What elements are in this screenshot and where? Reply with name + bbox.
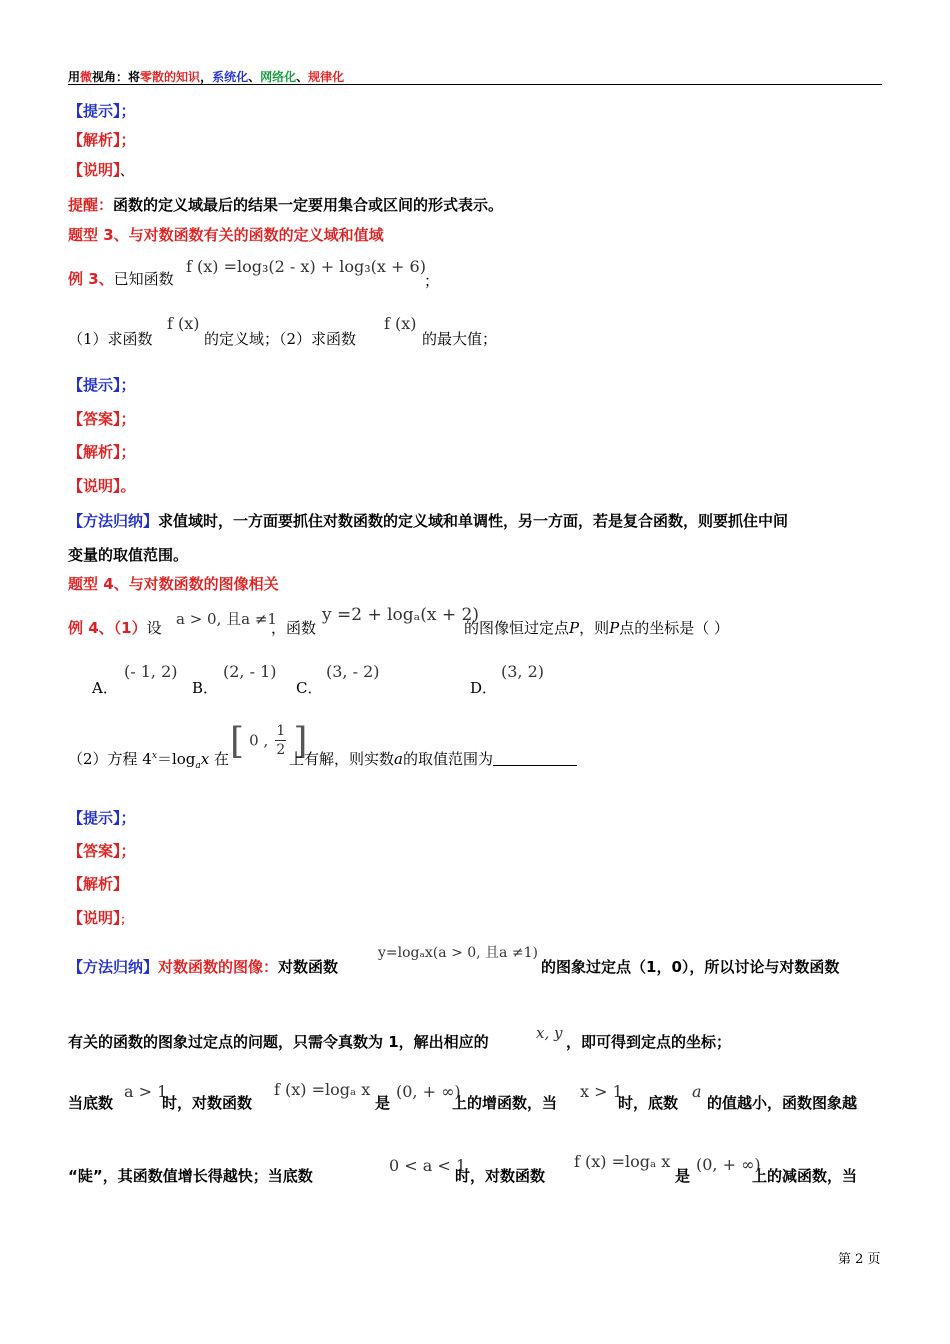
note-label [68,159,132,180]
page-number: 第 2 页 [838,1252,881,1267]
example-3 [68,268,174,289]
hint-label: 【提示】； [68,809,136,827]
condition-0-lt-a-lt-1: 0 < a < 1 [389,1156,467,1175]
interval-formula: (0, + ∞) [396,1082,461,1101]
example-4-rest-b: ，则 [579,619,610,637]
method-text: 时，对数函数 [455,1167,546,1185]
note-mark: 、 [120,165,132,178]
method-text: 是 [375,1094,391,1112]
section-title-type3: 题型 3、与对数函数有关的函数的定义域和值域 [68,226,384,244]
xy-vars: x, y [536,1024,563,1042]
option-a-letter: A． [92,679,118,697]
method-text: 对数函数 [278,958,339,976]
example-3-semicolon: ； [424,272,440,290]
method-summary-2-line2: 有关的函数的图象过定点的问题，只需令真数为 1，解出相应的 [68,1033,489,1051]
method-text: 的值越小，函数图象越 [707,1094,858,1112]
hint-label: 【提示】； [68,102,136,120]
note-label-text: 【说明】 [68,161,121,179]
answer-blank [493,751,577,766]
example-4-rest [464,617,729,638]
interval-bracket-left: [ [230,721,245,762]
note-mark: ； [120,913,132,926]
question-4-2-f: 的取值范围为 [402,750,493,768]
base-a: a [692,1082,702,1101]
var-x: x [200,750,210,768]
option-b-letter: B． [192,679,219,697]
question-4-2 [68,748,229,771]
interval-formula: (0, + ∞) [696,1155,761,1174]
method-text: 上的减函数，当 [752,1167,858,1185]
base-a: a [195,761,201,771]
question-4-2-b: ＝log [156,750,196,768]
method-text: 当底数 [68,1094,114,1112]
analysis-label: 【解析】； [68,443,136,461]
example-4-rest-c: 点的坐标是（ ） [619,619,729,637]
example-4-set: 设 [146,619,162,637]
example-3-text: 已知函数 [113,270,174,288]
question-4-2-rest [289,748,577,769]
header-text: 规律化 [308,70,345,84]
header-text: 、 [248,70,261,84]
interval-bracket-right: ] [293,721,308,762]
method-text: 是 [675,1167,691,1185]
point-p: P [569,619,580,637]
fx-term: f (x) [384,314,417,333]
method-red-text: 对数函数的图像： [158,958,279,976]
header-text: 视角：将 [92,70,141,84]
example-3-formula: f (x) =log₃(2 - x) + log₃(x + 6) [186,257,426,276]
option-d-value: (3, 2) [501,662,545,681]
page-header [68,68,344,85]
section-title-type4: 题型 4、与对数函数的图像相关 [68,575,279,593]
method-label: 【方法归纳】 [68,958,159,976]
hint-label: 【提示】； [68,376,136,394]
header-text: 系统化 [212,70,249,84]
method-summary-2-line1 [68,956,338,977]
header-divider [68,84,882,85]
header-text: 用 [68,70,81,84]
method-text: 求值域时，一方面要抓住对数函数的定义域和单调性，另一方面，若是复合函数，则要抓住中间 [158,512,789,530]
fraction-numerator: 1 [276,723,286,739]
example-4 [68,617,162,638]
option-b-value: (2, - 1) [223,662,277,681]
condition-formula: a > 0, 且a ≠1 [176,610,277,628]
header-text: 微 [80,70,93,84]
question-4-2-d: 在 [209,750,229,768]
log-function-formula: y=logₐx(a > 0, 且a ≠1) [378,945,538,961]
reminder-text: 函数的定义域最后的结果一定要用集合或区间的形式表示。 [113,196,504,214]
log-function-formula: f (x) =logₐ x [574,1152,671,1171]
question-3-3: 的最大值； [422,330,498,348]
header-text: 网络化 [260,70,297,84]
answer-label: 【答案】； [68,410,136,428]
condition-x-gt-1: x > 1 [580,1082,623,1101]
question-3-2: 的定义域；（2）求函数 [204,330,357,348]
method-summary-1 [68,510,788,531]
note-label [68,907,132,928]
example-4-comma: ，函数 [271,619,317,637]
reminder-label: 提醒： [68,196,114,214]
method-text: 时，底数 [618,1094,679,1112]
interval-fraction [275,722,286,759]
question-4-2-a: （2）方程 4 [68,750,152,768]
condition-a-gt-1: a > 1 [124,1082,168,1101]
header-text: 零散的知识 [140,70,201,84]
method-text: “陡”，其函数值增长得越快；当底数 [68,1167,313,1185]
method-summary-1-cont: 变量的取值范围。 [68,546,189,564]
option-d-letter: D． [470,679,498,697]
point-p: P [609,619,620,637]
function-formula: y =2 + logₐ(x + 2) [322,605,479,625]
example-4-rest-a: 的图像恒过定点 [464,619,570,637]
answer-label: 【答案】； [68,842,136,860]
example-4-label: 例 4、（1） [68,619,147,637]
method-label: 【方法归纳】 [68,512,159,530]
header-text: ， [200,70,213,84]
interval-left: 0 , [249,731,269,750]
fraction-denominator: 2 [276,742,286,758]
method-text: 时，对数函数 [162,1094,253,1112]
method-text: 上的增函数，当 [452,1094,558,1112]
option-c-value: (3, - 2) [326,662,380,681]
note-label: 【说明】。 [68,477,136,495]
example-3-label: 例 3、 [68,270,114,288]
analysis-label: 【解析】 [68,875,129,893]
reminder [68,194,503,215]
option-c-letter: C． [296,679,323,697]
var-a: a [394,750,403,768]
fx-term: f (x) [167,314,200,333]
question-4-2-e: 上有解，则实数 [289,750,395,768]
question-3-1: （1）求函数 [68,330,153,348]
method-text: ，即可得到定点的坐标； [566,1033,732,1051]
method-text: 的图象过定点（1，0），所以讨论与对数函数 [541,958,840,976]
header-text: 、 [296,70,309,84]
option-a-value: (- 1, 2) [124,662,178,681]
analysis-label: 【解析】； [68,131,136,149]
log-function-formula: f (x) =logₐ x [274,1080,371,1099]
note-label-text: 【说明】 [68,909,121,927]
exponent-x: x [151,751,157,761]
